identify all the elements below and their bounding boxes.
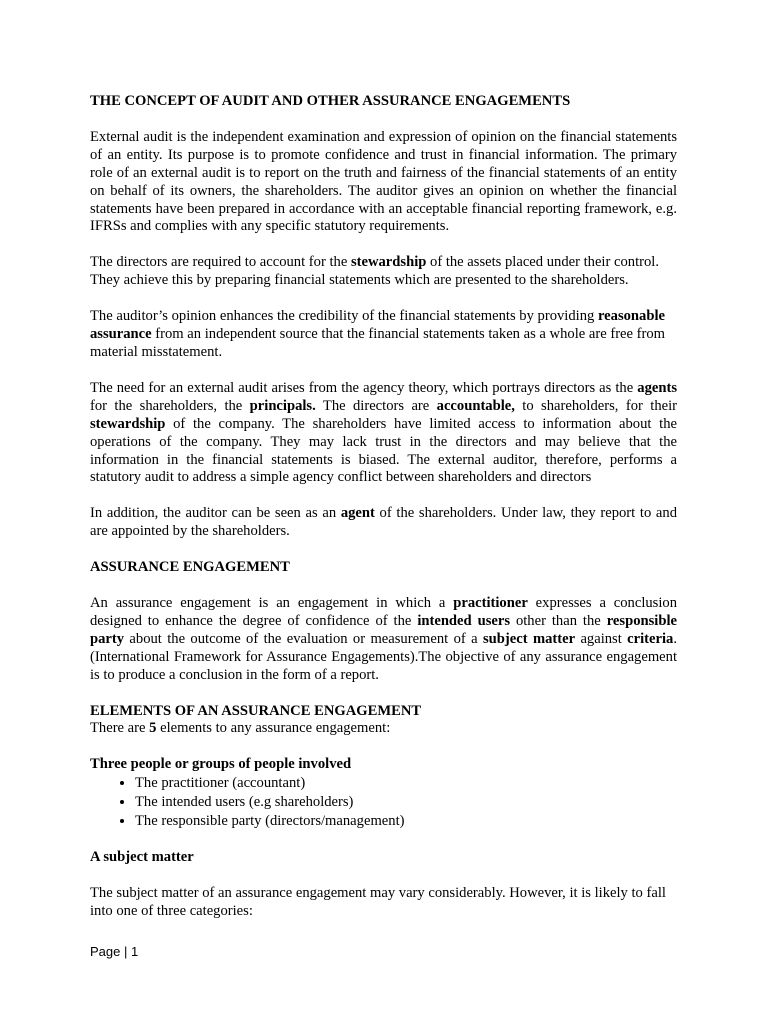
people-list [90,774,677,831]
paragraph-subject-matter: The subject matter of an assurance engagement may vary considerably. However, it is likely to fall into one of three categories: [90,885,666,920]
list-item: • The responsible party (directors/management) [135,812,677,831]
paragraph-five-elements: There are 5 elements to any assurance engagement: [90,720,391,737]
heading-assurance-engagement: ASSURANCE ENGAGEMENT [90,559,290,576]
paragraph-agency-theory: The need for an external audit arises from the agency theory, which portrays directors as the agents for the shareholders, the principals. The directors are accountable, to shareholders, for their stewardship of the company. The shareholders have limited access to information about the operations of the company. They may lack trust in the directors and may believe that the information in the financial statements is biased. The external auditor, therefore, performs a statutory audit to address a simple agency conflict between shareholders and directors [90,379,678,486]
list-item: • The intended users (e.g shareholders) [135,793,677,812]
heading-three-people: Three people or groups of people involved [90,756,352,773]
paragraph-opinion: The auditor’s opinion enhances the credibility of the financial statements by providing reasonable assurance from an independent source that the financial statements taken as a whole are free from material misstatement. [90,308,666,360]
paragraph-stewardship: The directors are required to account for the stewardship of the assets placed under their control. They achieve this by preparing financial statements which are presented to the shareholders. [90,254,659,289]
paragraph-external-audit: External audit is the independent examination and expression of opinion on the financial statements of an entity. Its purpose is to promote confidence and trust in financial information. The primary role of an external audit is to report on the truth and fairness of the financial statements of an entity on behalf of its owners, the shareholders. The auditor gives an opinion on whether the financial statements have been prepared in accordance with an acceptable financial reporting framework, e.g. IFRSs and complies with any specific statutory requirements. [90,128,677,235]
page-number-footer: Page | 1 [90,944,139,959]
heading-elements: ELEMENTS OF AN ASSURANCE ENGAGEMENT [90,702,422,719]
paragraph-auditor-agent: In addition, the auditor can be seen as an agent of the shareholders. Under law, they report to and are appointed by the shareholders. [90,505,678,540]
document-body [90,93,677,921]
heading-subject-matter: A subject matter [90,849,194,866]
paragraph-assurance-definition: An assurance engagement is an engagement in which a practitioner expresses a conclusion designed to enhance the degree of confidence of the intended users other than the responsible party about the outcome of the evaluation or measurement of a subject matter against criteria. (International Framework for Assurance Engagements).The objective of any assurance engagement is to produce a conclusion in the form of a report. [90,595,677,683]
list-item: • The practitioner (accountant) [135,774,677,793]
document-title: THE CONCEPT OF AUDIT AND OTHER ASSURANCE ENGAGEMENTS [90,93,571,109]
